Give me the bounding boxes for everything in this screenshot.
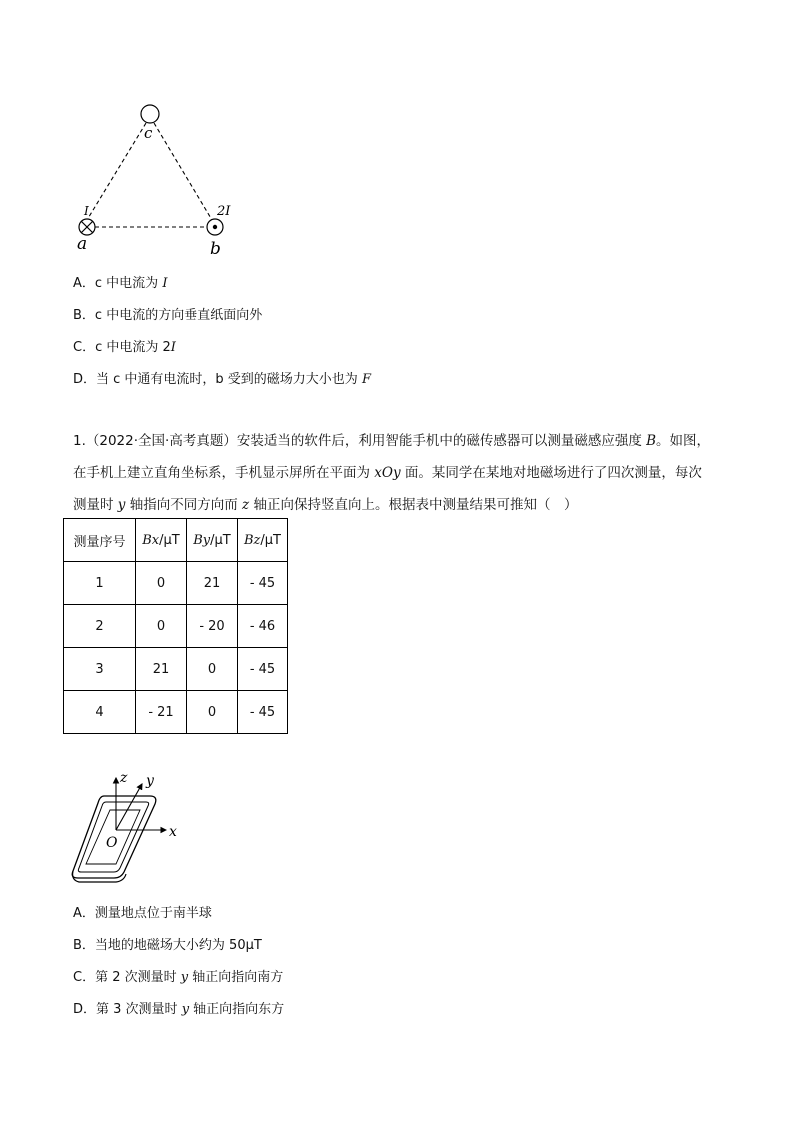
option-letter: C．	[73, 970, 96, 985]
table-row	[64, 648, 288, 691]
phone-axes-diagram	[66, 768, 186, 886]
table-cell: 21	[187, 562, 238, 605]
q-var: xOy	[374, 465, 401, 481]
label-x: x	[169, 824, 177, 840]
q-text: 轴正向保持竖直向上。根据表中测量结果可推知（ ）	[249, 497, 578, 513]
option-var: I	[162, 276, 168, 291]
option-2d[interactable]	[73, 998, 284, 1017]
option-text: c 中电流为	[94, 276, 163, 291]
table-header-row	[64, 519, 288, 562]
label-z: z	[120, 770, 128, 786]
option-text: 当地的地磁场大小约为 50μT	[94, 938, 262, 953]
table-row	[64, 562, 288, 605]
header-cell: 测量序号	[64, 519, 136, 562]
option-var: y	[181, 1002, 190, 1017]
label-current-b: 2I	[217, 204, 231, 219]
option-letter: C．	[73, 340, 96, 355]
q-var: z	[242, 497, 250, 513]
question-line-3	[73, 489, 723, 521]
header-unit: /μT	[210, 532, 231, 548]
header-unit: /μT	[260, 532, 281, 548]
option-1b[interactable]	[73, 304, 262, 323]
option-var: I	[170, 340, 176, 355]
table-cell: 0	[187, 691, 238, 734]
option-1a[interactable]	[73, 272, 167, 291]
table-cell: 21	[136, 648, 187, 691]
table-row	[64, 605, 288, 648]
option-letter: B．	[73, 938, 95, 953]
label-a: a	[77, 234, 88, 254]
triangle-wire-diagram	[60, 96, 250, 261]
table-cell: 0	[136, 562, 187, 605]
option-text: 测量地点位于南半球	[94, 906, 212, 921]
q-text: 轴指向不同方向而	[125, 497, 243, 513]
option-var: y	[180, 970, 189, 985]
label-c: c	[144, 124, 153, 142]
table-cell: - 45	[238, 562, 288, 605]
table-cell: - 21	[136, 691, 187, 734]
option-text: c 中电流的方向垂直纸面向外	[94, 308, 263, 323]
q-text: 1.（2022·全国·高考真题）安装适当的软件后，利用智能手机中的磁传感器可以测量磁感应强度	[73, 433, 647, 449]
option-letter: D．	[73, 1002, 97, 1017]
table-cell: 2	[64, 605, 136, 648]
q-var: B	[646, 433, 657, 449]
wire-c-circle	[141, 105, 159, 123]
table-row	[64, 691, 288, 734]
header-cell	[238, 519, 288, 562]
wire-a-into-page-icon	[79, 219, 95, 235]
table-cell: - 45	[238, 648, 288, 691]
label-current-a: I	[84, 204, 89, 218]
q-text: 面。某同学在某地对地磁场进行了四次测量，每次	[400, 465, 702, 481]
option-text: 第 2 次测量时	[95, 970, 181, 985]
label-b: b	[210, 239, 221, 259]
wire-b-out-of-page-icon	[207, 219, 223, 235]
question-line-1	[73, 425, 723, 457]
option-var: F	[361, 372, 371, 387]
header-unit: /μT	[159, 532, 180, 548]
table-cell: 0	[187, 648, 238, 691]
option-text: 轴正向指向东方	[189, 1002, 285, 1017]
dashed-line-ca	[87, 123, 146, 220]
dashed-line-cb	[154, 123, 212, 220]
option-text: 轴正向指向南方	[188, 970, 284, 985]
header-cell	[136, 519, 187, 562]
table-cell: 4	[64, 691, 136, 734]
option-text: 当 c 中通有电流时，b 受到的磁场力大小也为	[96, 372, 362, 387]
table-cell: - 20	[187, 605, 238, 648]
option-text: c 中电流为 2	[95, 340, 171, 355]
label-y: y	[146, 773, 154, 789]
q-text: 在手机上建立直角坐标系，手机显示屏所在平面为	[73, 465, 375, 481]
option-letter: D．	[73, 372, 97, 387]
label-origin: O	[106, 835, 118, 851]
table-cell: - 45	[238, 691, 288, 734]
table-cell: 0	[136, 605, 187, 648]
table-cell: 3	[64, 648, 136, 691]
option-2b[interactable]	[73, 934, 262, 953]
option-text: 第 3 次测量时	[96, 1002, 182, 1017]
q-var: y	[117, 497, 126, 513]
header-var: Bx	[142, 532, 160, 548]
measurement-table	[63, 518, 288, 734]
option-1c[interactable]	[73, 336, 176, 355]
table-cell: 1	[64, 562, 136, 605]
option-2c[interactable]	[73, 966, 283, 985]
header-cell	[187, 519, 238, 562]
table-cell: - 46	[238, 605, 288, 648]
header-var: By	[193, 532, 211, 548]
question-line-2	[73, 457, 723, 489]
option-2a[interactable]	[73, 902, 212, 921]
header-var: Bz	[244, 532, 261, 548]
option-1d[interactable]	[73, 368, 371, 387]
option-letter: A．	[73, 906, 95, 921]
q-text: 。如图，	[656, 433, 711, 449]
option-letter: B．	[73, 308, 95, 323]
q-text: 测量时	[73, 497, 118, 513]
option-letter: A．	[73, 276, 95, 291]
question-stem	[73, 425, 723, 521]
